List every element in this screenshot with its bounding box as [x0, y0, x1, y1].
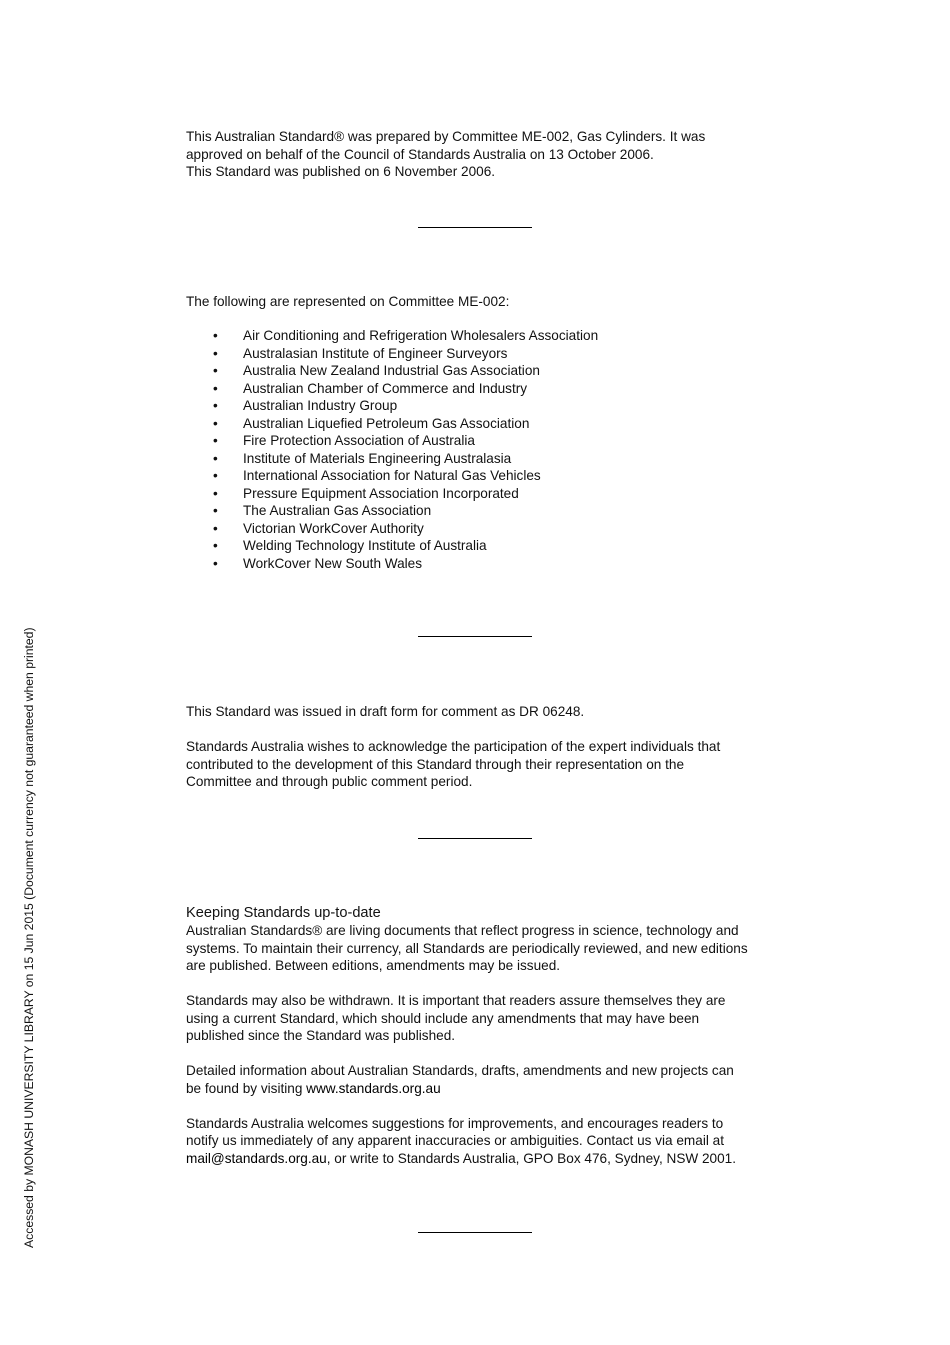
committee-member-item: [186, 380, 598, 398]
visit-prefix: be found by visiting: [186, 1080, 307, 1096]
committee-member-item: [186, 415, 598, 433]
bullet-icon: •: [213, 380, 218, 396]
uptodate-line: published since the Standard was published.: [186, 1028, 456, 1043]
uptodate-section: [186, 904, 776, 1167]
section-divider: [418, 227, 532, 228]
committee-member-name: Australian Industry Group: [243, 398, 398, 413]
ack-line: contributed to the development of this Standard through their representation on the: [186, 756, 685, 772]
bullet-icon: •: [213, 485, 218, 501]
committee-member-item: [186, 485, 598, 503]
uptodate-heading: Keeping Standards up-to-date: [186, 905, 381, 921]
committee-heading: [186, 293, 776, 311]
intro-paragraph: [186, 128, 776, 181]
uptodate-line: Standards Australia welcomes suggestions for improvements, and encourages readers to: [186, 1115, 724, 1131]
committee-member-item: [186, 537, 598, 555]
committee-member-name: Australia New Zealand Industrial Gas Association: [243, 363, 540, 378]
uptodate-line: Australian Standards® are living documents that reflect progress in science, technology and: [186, 923, 739, 938]
uptodate-line-with-email: [186, 1150, 776, 1168]
bullet-icon: •: [213, 328, 218, 343]
committee-member-item: [186, 467, 598, 485]
bullet-icon: •: [213, 555, 218, 571]
uptodate-line: systems. To maintain their currency, all Standards are periodically reviewed, and new editions: [186, 940, 748, 956]
draft-paragraph: [186, 703, 776, 791]
section-divider: [418, 838, 532, 839]
address-suffix: , or write to Standards Australia, GPO Box 476, Sydney, NSW 2001.: [326, 1150, 737, 1166]
uptodate-line: Standards may also be withdrawn. It is important that readers assure themselves they are: [186, 993, 726, 1008]
uptodate-line: Detailed information about Australian Standards, drafts, amendments and new projects can: [186, 1063, 734, 1078]
intro-line: This Standard was published on 6 November 2006.: [186, 164, 496, 179]
committee-member-name: The Australian Gas Association: [243, 503, 432, 518]
bullet-icon: •: [213, 450, 218, 466]
committee-heading-text: The following are represented on Committee ME-002:: [186, 294, 510, 309]
email-link[interactable]: mail@standards.org.au: [186, 1150, 327, 1166]
website-link[interactable]: www.standards.org.au: [306, 1080, 441, 1096]
bullet-icon: •: [213, 433, 218, 448]
committee-member-name: Australian Chamber of Commerce and Industry: [243, 380, 528, 396]
intro-line: approved on behalf of the Council of Standards Australia on 13 October 2006.: [186, 146, 654, 162]
committee-member-item: [186, 362, 598, 380]
committee-member-item: [186, 520, 598, 538]
bullet-icon: •: [213, 538, 218, 553]
committee-members-list: [186, 327, 598, 572]
committee-member-item: [186, 327, 598, 345]
section-divider: [418, 636, 532, 637]
uptodate-line: using a current Standard, which should include any amendments that may have been: [186, 1010, 700, 1026]
draft-issued: This Standard was issued in draft form for comment as DR 06248.: [186, 704, 585, 719]
committee-member-name: International Association for Natural Gas Vehicles: [243, 468, 541, 483]
uptodate-line-with-link: [186, 1080, 776, 1098]
bullet-icon: •: [213, 503, 218, 518]
bullet-icon: •: [213, 363, 218, 378]
committee-member-name: Victorian WorkCover Authority: [243, 520, 424, 536]
section-divider: [418, 1232, 532, 1233]
committee-member-name: WorkCover New South Wales: [243, 555, 423, 571]
committee-member-name: Institute of Materials Engineering Australasia: [243, 450, 512, 466]
committee-member-item: [186, 432, 598, 450]
uptodate-line: are published. Between editions, amendments may be issued.: [186, 958, 561, 973]
ack-line: Committee and through public comment period.: [186, 774, 473, 789]
committee-member-name: Fire Protection Association of Australia: [243, 433, 475, 448]
bullet-icon: •: [213, 520, 218, 536]
committee-member-item: [186, 397, 598, 415]
bullet-icon: •: [213, 415, 218, 431]
intro-line: This Australian Standard® was prepared by Committee ME-002, Gas Cylinders. It was: [186, 129, 706, 144]
committee-member-name: Australian Liquefied Petroleum Gas Association: [243, 415, 530, 431]
bullet-icon: •: [213, 398, 218, 413]
ack-line: Standards Australia wishes to acknowledge the participation of the expert individuals that: [186, 739, 721, 754]
committee-member-name: Pressure Equipment Association Incorporated: [243, 485, 519, 501]
bullet-icon: •: [213, 345, 218, 361]
committee-member-name: Australasian Institute of Engineer Surveyors: [243, 345, 508, 361]
uptodate-line: notify us immediately of any apparent inaccuracies or ambiguities. Contact us via email at: [186, 1133, 724, 1148]
access-margin-note: Accessed by MONASH UNIVERSITY LIBRARY on 15 Jun 2015 (Document currency not guaranteed when printed): [22, 627, 36, 1248]
committee-member-item: [186, 502, 598, 520]
committee-member-name: Welding Technology Institute of Australia: [243, 538, 487, 553]
committee-member-item: [186, 345, 598, 363]
committee-member-item: [186, 450, 598, 468]
committee-member-item: [186, 555, 598, 573]
bullet-icon: •: [213, 468, 218, 483]
committee-member-name: Air Conditioning and Refrigeration Wholesalers Association: [243, 328, 599, 343]
